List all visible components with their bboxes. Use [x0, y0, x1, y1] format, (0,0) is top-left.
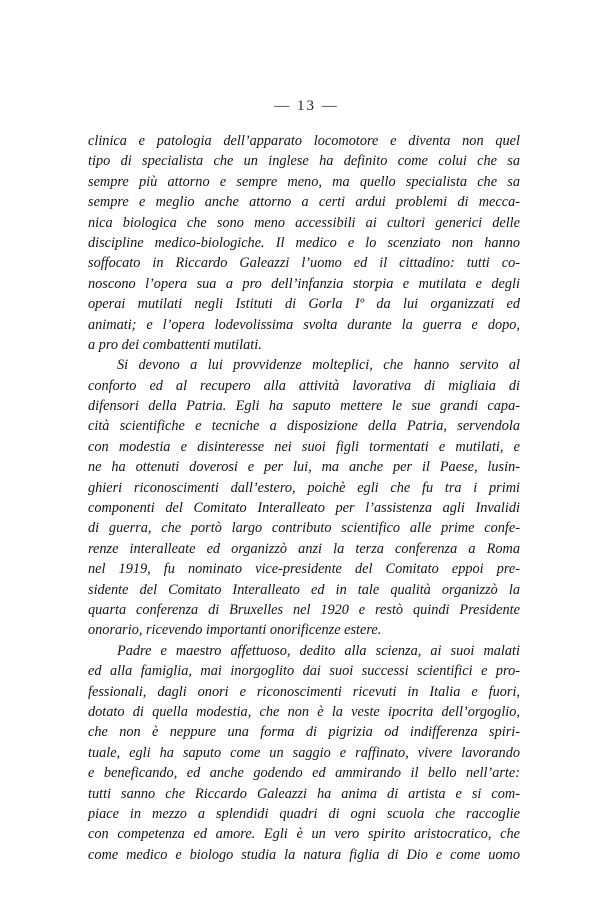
text-line: soffocato in Riccardo Galeazzi l’uomo ed il cittadino: tutti co- — [88, 255, 520, 272]
text-line: e beneficando, ed anche godendo ed ammirando il bello nell’arte: — [88, 765, 520, 782]
text-line: difensori della Patria. Egli ha saputo mettere le sue grandi capa- — [88, 398, 520, 415]
text-line: clinica e patologia dell’apparato locomotore e diventa non quel — [88, 133, 520, 149]
text-line: con modestia e disinteresse nei suoi figli tormentati e mutilati, e — [88, 438, 520, 455]
text-line: tipo di specialista che un inglese ha definito come colui che sa — [88, 153, 520, 170]
text-line: ghieri riconoscimenti dall’estero, poichè egli che fu tra i primi — [88, 479, 520, 496]
text-line: renze interalleate ed organizzò anzi la terza conferenza a Roma — [88, 540, 520, 557]
text-line: sempre più attorno e sempre meno, ma quello specialista che sa — [88, 173, 520, 190]
text-line: ne ha ottenuti doverosi e per lui, ma anche per il Paese, lusin- — [88, 459, 520, 476]
text-line: noscono l’opera sua a pro dell’infanzia storpia e mutilata e degli — [88, 275, 520, 292]
text-line: tutti sanno che Riccardo Galeazzi ha anima di artista e si com- — [88, 785, 520, 802]
text-line: sempre e meglio anche attorno a certi ardui problemi di mecca- — [88, 194, 520, 211]
text-line: dotato di quella modestia, che non è la veste ipocrita dell’orgoglio, — [88, 703, 520, 720]
text-line: tuale, egli ha saputo come un saggio e raffinato, vivere lavorando — [88, 744, 520, 761]
text-line: fessionali, dagli onori e riconoscimenti ricevuti in Italia e fuori, — [88, 683, 520, 700]
text-line: con competenza ed amore. Egli è un vero spirito aristocratico, che — [88, 826, 520, 843]
text-line: onorario, ricevendo importanti onorificenze estere. — [88, 622, 382, 639]
text-line: piace in mezzo a splendidi quadri di ogni scuola che raccoglie — [88, 805, 520, 822]
text-line: sidente del Comitato Interalleato ed in tale qualità organizzò la — [88, 581, 520, 598]
text-line: a pro dei combattenti mutilati. — [88, 336, 262, 353]
text-line: nel 1919, fu nominato vice-presidente del Comitato eppoi pre- — [88, 561, 520, 578]
text-line: Si devono a lui provvidenze molteplici, che hanno servito al — [117, 357, 520, 374]
text-line: cità scientifiche e tecniche a disposizione della Patria, servendola — [88, 418, 520, 435]
text-line: ed alla famiglia, mai inorgoglito dai suoi successi scientifici e pro- — [88, 663, 520, 680]
text-line: componenti del Comitato Interalleato per l’assistenza agli Invalidi — [88, 500, 520, 517]
text-line: di guerra, che portò largo contributo scientifico alle prime confe- — [88, 520, 520, 537]
text-line: operai mutilati negli Istituti di Gorla Iº da lui organizzati ed — [88, 296, 520, 313]
text-line: quarta conferenza di Bruxelles nel 1920 e restò quindi Presidente — [88, 601, 520, 618]
text-line: animati; e l’opera lodevolissima svolta durante la guerra e dopo, — [88, 316, 520, 333]
text-line: come medico e biologo studia la natura figlia di Dio e come uomo — [88, 846, 520, 863]
page-number: — 13 — — [274, 98, 339, 114]
text-line: nica biologica che sono meno accessibili ai cultori generici delle — [88, 214, 520, 231]
body-text — [88, 131, 520, 865]
text-line: discipline medico-biologiche. Il medico e lo scenziato non hanno — [88, 234, 520, 251]
text-line: Padre e maestro affettuoso, dedito alla scienza, ai suoi malati — [117, 642, 520, 659]
text-line: che non è neppure una forma di pigrizia od indifferenza spiri- — [88, 724, 520, 741]
text-line: conforto ed al recupero alla attività lavorativa di migliaia di — [88, 377, 520, 394]
